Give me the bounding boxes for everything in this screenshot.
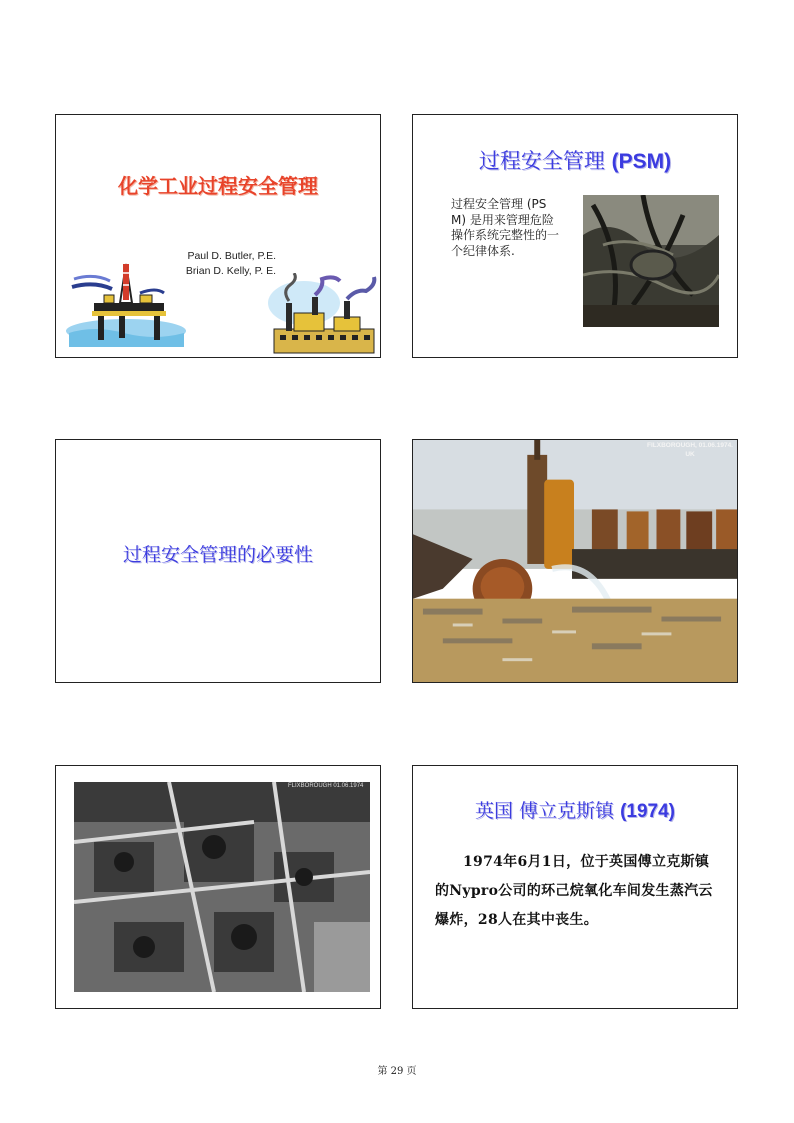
title-location: 英国 傅立克斯镇 — [474, 800, 621, 822]
slide-flixborough-title — [413, 796, 737, 823]
oil-rig-clipart — [64, 259, 189, 347]
incident-description: 1974年6月1日，位于英国傅立克斯镇的Nypro公司的环己烷氧化车间发生蒸汽云爆炸，28人在其中丧生。 — [435, 854, 713, 928]
flixborough-ruins-photo — [413, 440, 737, 682]
stamp-country: UK — [685, 451, 695, 458]
slide-aerial-photo — [55, 765, 381, 1009]
title-year: (1974) — [620, 801, 675, 822]
stamp-location-date: FILXBOROUGH, 01.06.1974. — [647, 442, 733, 449]
aerial-photo-stamp: FLIXBOROUGH 01.06.1974 — [288, 783, 364, 789]
slide-necessity — [55, 439, 381, 683]
slide-explosion-photo — [412, 439, 738, 683]
photo-caption-stamp — [647, 441, 733, 459]
slide-necessity-title: 过程安全管理的必要性 — [122, 544, 313, 566]
slide-uk-flixborough — [412, 765, 738, 1009]
slide-title — [55, 114, 381, 358]
title-chinese: 过程安全管理 — [478, 149, 612, 173]
psm-definition: 过程安全管理 (PSM) 是用来管理危险操作系统完整性的一个纪律体系. — [451, 197, 560, 258]
page-number: 第 29 页 — [377, 1066, 417, 1077]
title-acronym: (PSM) — [611, 150, 672, 173]
slide-psm-title — [413, 145, 737, 175]
slide-title-text: 化学工业过程安全管理 — [118, 174, 318, 198]
author-2: Brian D. Kelly, P. E. — [185, 265, 276, 277]
wreckage-photo — [583, 195, 719, 327]
author-1: Paul D. Butler, P.E. — [187, 250, 276, 262]
aerial-ruins-photo — [74, 782, 370, 992]
factory-clipart — [264, 273, 379, 355]
slide-psm — [412, 114, 738, 358]
